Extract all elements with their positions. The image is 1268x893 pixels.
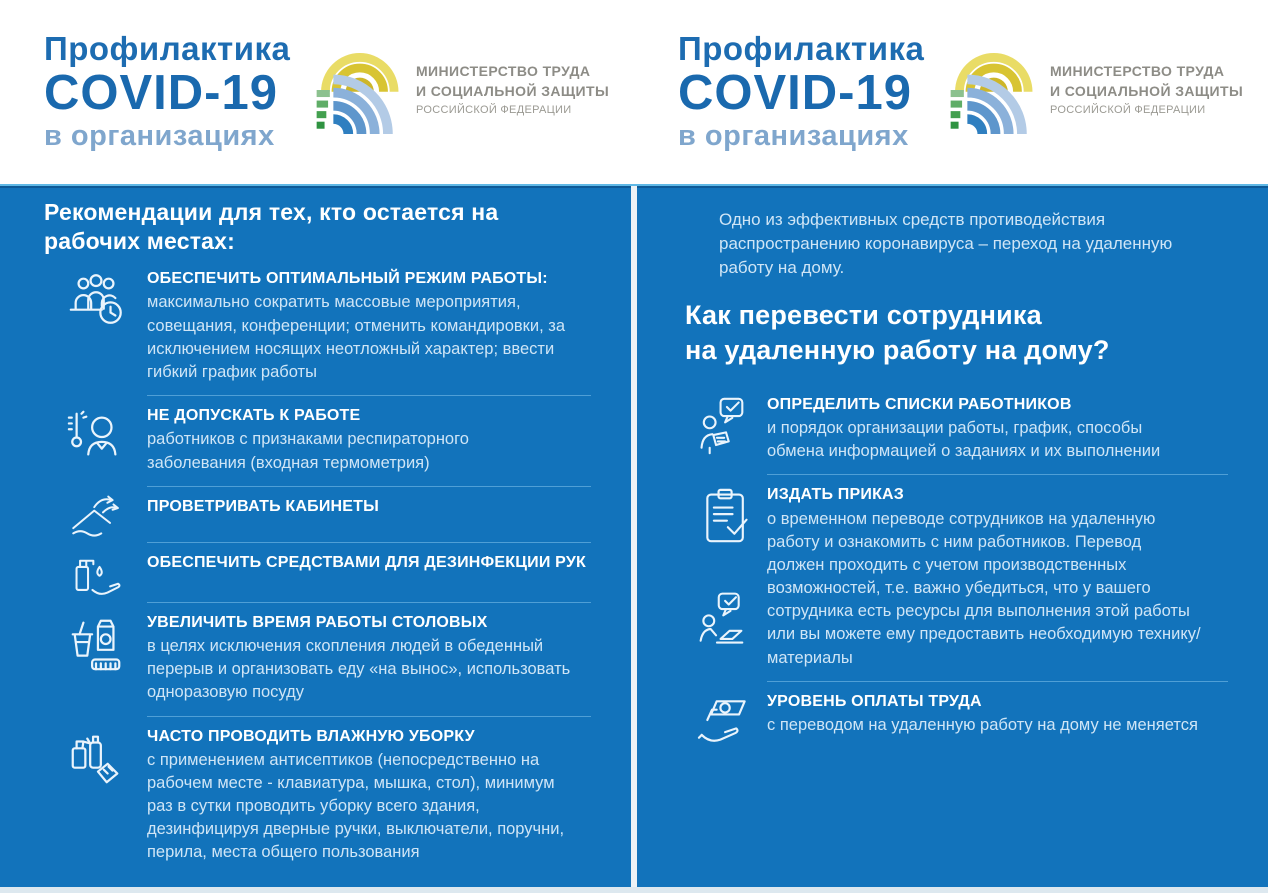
ministry-line3: РОССИЙСКОЙ ФЕДЕРАЦИИ (1050, 104, 1206, 117)
people-clock-icon (65, 269, 127, 336)
mintrud-sun-waves-logo-icon (948, 43, 1036, 142)
title-line1: Профилактика (678, 29, 925, 67)
item-title: ОБЕСПЕЧИТЬ СРЕДСТВАМИ ДЛЯ ДЕЗИНФЕКЦИИ РУК (147, 553, 586, 571)
list-item (685, 475, 1240, 680)
item-title: НЕ ДОПУСКАТЬ К РАБОТЕ (147, 406, 361, 424)
clipboard-check-icon (698, 485, 754, 552)
item-title: ОПРЕДЕЛИТЬ СПИСКИ РАБОТНИКОВ (767, 395, 1072, 413)
title-line3: в организациях (44, 119, 275, 152)
item-title: ИЗДАТЬ ПРИКАЗ (767, 486, 905, 504)
item-body: с переводом на удаленную работу на дому не меняется (767, 716, 1198, 735)
item-body: в целях исключения скопления людей в обеденный перерыв и организовать еду «на вынос», использовать одноразовую посуду (147, 637, 571, 702)
item-body: с применением антисептиков (непосредственно на рабочем месте - клавиатура, мышка, стол), минимум раз в сутки проводить уборку всего здания, дезинфицируя дверные ручки, выключатели, поручни, перила, места общего пользования (147, 751, 565, 862)
right-panel-intro: Одно из эффективных средств противодействия распространению коронавируса – переход на удаленную работу на дому. (719, 210, 1173, 278)
item-body: и порядок организации работы, график, способы обмена информацией о заданиях и их выполнении (767, 419, 1161, 461)
title-line2: COVID-19 (44, 66, 279, 121)
ministry-line1: МИНИСТЕРСТВО ТРУДА (1050, 62, 1225, 79)
list-item (685, 385, 1240, 475)
workplace-recommendations-panel (0, 186, 631, 887)
list-item (44, 603, 603, 716)
list-item (44, 717, 603, 876)
poster-title (44, 31, 306, 154)
item-title: УВЕЛИЧИТЬ ВРЕМЯ РАБОТЫ СТОЛОВЫХ (147, 613, 488, 631)
list-item (44, 259, 603, 395)
list-item (44, 543, 603, 602)
list-item (44, 487, 603, 542)
heading-line1: Как перевести сотрудника (685, 300, 1042, 331)
ventilation-icon (68, 493, 124, 542)
title-line2: COVID-19 (678, 66, 913, 121)
left-panel-heading: Рекомендации для тех, кто остается на рабочих местах: (44, 199, 499, 255)
ministry-line2: И СОЦИАЛЬНОЙ ЗАЩИТЫ (1050, 82, 1244, 99)
cleaning-supplies-icon (65, 727, 127, 794)
title-line3: в организациях (678, 119, 909, 152)
person-checklist-icon (697, 395, 755, 462)
mintrud-sun-waves-logo-icon (314, 43, 402, 142)
item-body: о временном переводе сотрудников на удаленную работу и ознакомить с ним работников. Перевод должен проходить с учетом производственных возможностей, т.е. важно убедиться, что у вашего сотрудника есть ресурсы для выполнения этой работы или вы можете ему предоставить необходимую технику/материалы (767, 509, 1201, 667)
item-title: ОБЕСПЕЧИТЬ ОПТИМАЛЬНЫЙ РЕЖИМ РАБОТЫ: (147, 269, 548, 287)
poster-title (678, 31, 940, 154)
list-item (44, 396, 603, 486)
right-panel-heading (685, 298, 1240, 368)
item-body: работников с признаками респираторного заболевания (входная термометрия) (147, 430, 469, 472)
header-left (0, 0, 634, 184)
ministry-line3: РОССИЙСКОЙ ФЕДЕРАЦИИ (416, 104, 572, 117)
takeaway-food-icon (65, 613, 127, 680)
header-right (634, 0, 1268, 184)
ministry-name (416, 62, 609, 116)
content-panels (0, 184, 1268, 887)
title-line1: Профилактика (44, 29, 291, 67)
money-hand-icon (696, 692, 756, 753)
list-item (685, 682, 1240, 753)
remote-work-panel (637, 186, 1268, 887)
item-title: ЧАСТО ПРОВОДИТЬ ВЛАЖНУЮ УБОРКУ (147, 727, 475, 745)
person-laptop-check-icon (697, 590, 755, 653)
ministry-line1: МИНИСТЕРСТВО ТРУДА (416, 62, 591, 79)
item-body: максимально сократить массовые мероприятия, совещания, конференции; отменить командировки, за исключением носящих неотложный характер; ввести гибкий график работы (147, 293, 565, 381)
item-title: УРОВЕНЬ ОПЛАТЫ ТРУДА (767, 692, 982, 710)
thermometer-person-icon (65, 406, 127, 473)
ministry-line2: И СОЦИАЛЬНОЙ ЗАЩИТЫ (416, 82, 610, 99)
heading-line2: на удаленную работу на дому? (685, 335, 1110, 366)
item-title: ПРОВЕТРИВАТЬ КАБИНЕТЫ (147, 497, 379, 515)
hand-sanitizer-icon (67, 551, 125, 602)
footer-strip (0, 887, 1268, 893)
ministry-name (1050, 62, 1243, 116)
header (0, 0, 1268, 184)
